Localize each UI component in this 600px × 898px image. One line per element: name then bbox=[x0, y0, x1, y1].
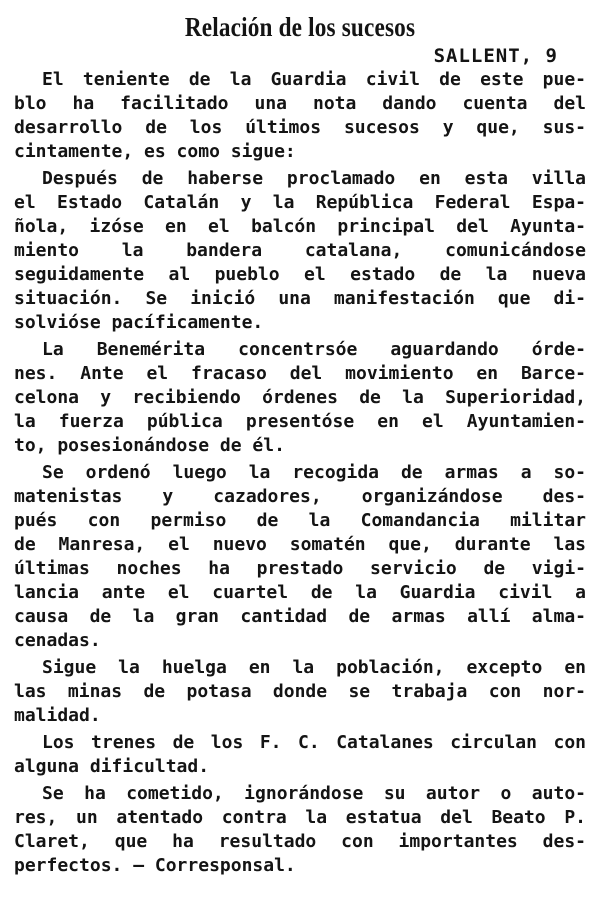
article-line: matenistas y cazadores, organizándose des- bbox=[14, 486, 586, 507]
article-line: malidad. bbox=[14, 705, 101, 726]
article-line: causa de la gran cantidad de armas allí alma- bbox=[14, 606, 586, 627]
article-line: to, posesionándose de él. bbox=[14, 435, 285, 456]
article-line: blo ha facilitado una nota dando cuenta del bbox=[14, 93, 586, 114]
article-line: situación. Se inició una manifestación que di- bbox=[14, 288, 586, 309]
article-paragraph bbox=[14, 68, 586, 164]
article-paragraph bbox=[14, 338, 586, 458]
article-line: Los trenes de los F. C. Catalanes circulan con bbox=[42, 732, 586, 753]
article-paragraph bbox=[14, 656, 586, 728]
article-paragraph bbox=[14, 731, 586, 779]
article-line: Sigue la huelga en la población, excepto en bbox=[42, 657, 586, 678]
article-line: El teniente de la Guardia civil de este pue- bbox=[42, 69, 586, 90]
article-paragraph bbox=[14, 461, 586, 653]
headline: Relación de los sucesos bbox=[184, 12, 416, 42]
article-line: de Manresa, el nuevo somatén que, durante las bbox=[14, 534, 586, 555]
article-line: Se ha cometido, ignorándose su autor o auto- bbox=[42, 783, 586, 804]
article-line: alguna dificultad. bbox=[14, 756, 210, 777]
article-line: solvióse pacíficamente. bbox=[14, 312, 264, 333]
article-line: nes. Ante el fracaso del movimiento en Barce- bbox=[14, 363, 586, 384]
article-line: últimas noches ha prestado servicio de vigi- bbox=[14, 558, 586, 579]
article-line: celona y recibiendo órdenes de la Superioridad, bbox=[14, 387, 586, 408]
article-body bbox=[14, 68, 586, 878]
article-line: La Benemérita concentrsóe aguardando órde- bbox=[42, 339, 586, 360]
article-line: desarrollo de los últimos sucesos y que, sus- bbox=[14, 117, 586, 138]
article-line: Se ordenó luego la recogida de armas a so- bbox=[42, 462, 586, 483]
article-line: seguidamente al pueblo el estado de la nueva bbox=[14, 264, 586, 285]
article-line: las minas de potasa donde se trabaja con nor- bbox=[14, 681, 586, 702]
article-paragraph bbox=[14, 167, 586, 335]
article-line: cenadas. bbox=[14, 630, 101, 651]
article-line: lancia ante el cuartel de la Guardia civil a bbox=[14, 582, 586, 603]
article-line: pués con permiso de la Comandancia militar bbox=[14, 510, 586, 531]
article-line: perfectos. — Corresponsal. bbox=[14, 855, 296, 876]
article-line: Claret, que ha resultado con importantes des- bbox=[14, 831, 586, 852]
article-line: ñola, izóse en el balcón principal del Ayunta- bbox=[14, 216, 586, 237]
article-line: cintamente, es como sigue: bbox=[14, 141, 296, 162]
article-line: la fuerza pública presentóse en el Ayuntamien- bbox=[14, 411, 586, 432]
dateline: SALLENT, 9 bbox=[433, 45, 558, 67]
article-paragraph bbox=[14, 782, 586, 878]
article-line: miento la bandera catalana, comunicándose bbox=[14, 240, 586, 261]
article-line: res, un atentado contra la estatua del Beato P. bbox=[14, 807, 586, 828]
article-line: Después de haberse proclamado en esta villa bbox=[42, 168, 586, 189]
article-line: el Estado Catalán y la República Federal Espa- bbox=[14, 192, 586, 213]
